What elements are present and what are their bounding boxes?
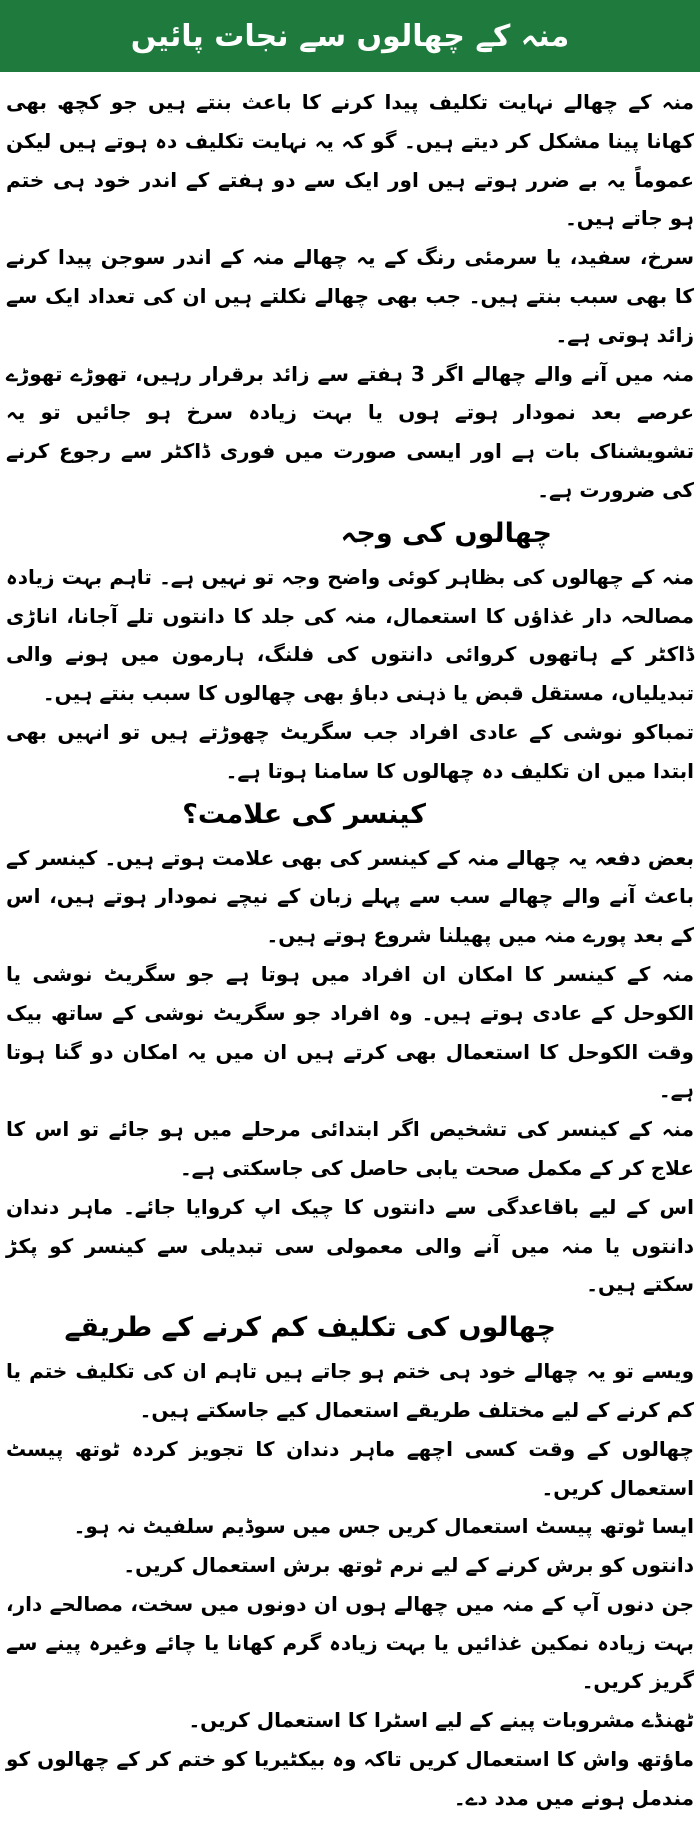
intro-paragraph: سرخ، سفید، یا سرمئی رنگ کے یہ چھالے منہ کے اندر سوجن پیدا کرنے کا بھی سبب بنتے ہیں۔ جب بھی چھالے نکلتے ہیں ان کی تعداد ایک سے زائد ہوتی ہے۔ (6, 245, 694, 347)
section-heading-remedies: چھالوں کی تکلیف کم کرنے کے طریقے (64, 1312, 556, 1344)
remedy-tip: چھالوں کے وقت کسی اچھے ماہر دندان کا تجویز کردہ ٹوتھ پیسٹ استعمال کریں۔ (6, 1436, 694, 1500)
remedy-tip: جن دنوں آپ کے منہ میں چھالے ہوں ان دونوں میں سخت، مصالحے دار، بہت زیادہ نمکین غذائیں یا بہت زیادہ گرم کھانا یا چائے وغیرہ پینے سے گریز کریں۔ (6, 1591, 694, 1694)
cancer-paragraph: منہ کے کینسر کا امکان ان افراد میں ہوتا ہے جو سگریٹ نوشی یا الکوحل کے عادی ہوتے ہیں۔ وہ افراد جو سگریٹ نوشی کے ساتھ بیک وقت الکوحل کا استعمال بھی کرتے ہیں ان میں یہ امکان دو گنا ہوتا ہے۔ (6, 961, 694, 1103)
article-title: منہ کے چھالوں سے نجات پائیں (0, 0, 700, 75)
remedies-intro: ویسے تو یہ چھالے خود ہی ختم ہو جاتے ہیں تاہم ان کی تکلیف ختم یا کم کرنے کے لیے مختلف طریقے استعمال کیے جاسکتے ہیں۔ (6, 1359, 694, 1422)
remedy-tip: ایسا ٹوتھ پیسٹ استعمال کریں جس میں سوڈیم سلفیٹ نہ ہو۔ (73, 1514, 694, 1539)
remedy-tip: دانتوں کو برش کرنے کے لیے نرم ٹوتھ برش استعمال کریں۔ (123, 1553, 694, 1578)
article-body (0, 75, 700, 1818)
cancer-paragraph: بعض دفعہ یہ چھالے منہ کے کینسر کی بھی علامت ہوتے ہیں۔ کینسر کے باعث آنے والے چھالے سب سے پہلے زبان کے نیچے نمودار ہوتے ہیں، اس کے بعد پورے منہ میں پھیلنا شروع ہوتے ہیں۔ (6, 845, 694, 948)
section-heading-cancer: کینسر کی علامت؟ (182, 798, 426, 830)
causes-paragraph: تمباکو نوشی کے عادی افراد جب سگریٹ چھوڑتے ہیں تو انہیں بھی ابتدا میں ان تکلیف دہ چھالوں کا سامنا ہوتا ہے۔ (6, 719, 694, 783)
section-heading-causes: چھالوں کی وجہ (340, 517, 552, 549)
remedy-tip: ٹھنڈے مشروبات پینے کے لیے اسٹرا کا استعمال کریں۔ (188, 1708, 694, 1733)
intro-paragraph: منہ کے چھالے نہایت تکلیف پیدا کرنے کا باعث بنتے ہیں جو کچھ بھی کھانا پینا مشکل کر دیتے ہیں۔ گو کہ یہ نہایت تکلیف دہ ہوتے ہیں لیکن عموماً یہ بے ضرر ہوتے ہیں اور ایک سے دو ہفتے کے اندر خود ہی ختم ہو جاتے ہیں۔ (6, 90, 694, 231)
cancer-paragraph: منہ کے کینسر کی تشخیص اگر ابتدائی مرحلے میں ہو جائے تو اس کا علاج کر کے مکمل صحت یابی حاصل کی جاسکتی ہے۔ (6, 1117, 694, 1180)
remedy-tip: ماؤتھ واش کا استعمال کریں تاکہ وہ بیکٹیریا کو ختم کر کے چھالوں کو مندمل ہونے میں مدد دے۔ (6, 1747, 694, 1810)
cancer-paragraph: اس کے لیے باقاعدگی سے دانتوں کا چیک اپ کروایا جائے۔ ماہر دندان دانتوں یا منہ میں آنے والی معمولی سی تبدیلی سے کینسر کو پکڑ سکتے ہیں۔ (6, 1194, 694, 1297)
intro-paragraph: منہ میں آنے والے چھالے اگر 3 ہفتے سے زائد برقرار رہیں، تھوڑے تھوڑے عرصے بعد نمودار ہوتے ہوں یا بہت زیادہ سرخ ہو جائیں تو یہ تشویشناک بات ہے اور ایسی صورت میں فوری ڈاکٹر سے رجوع کرنے کی ضرورت ہے۔ (6, 361, 694, 502)
causes-paragraph: منہ کے چھالوں کی بظاہر کوئی واضح وجہ تو نہیں ہے۔ تاہم بہت زیادہ مصالحہ دار غذاؤں کا استعمال، منہ کی جلد کا دانتوں تلے آجانا، اناڑی ڈاکٹر کے ہاتھوں کروائی دانتوں کی فلنگ، ہارمون میں ہونے والی تبدیلیاں، مستقل قبض یا ذہنی دباؤ بھی چھالوں کا سبب بنتے ہیں۔ (6, 564, 694, 706)
